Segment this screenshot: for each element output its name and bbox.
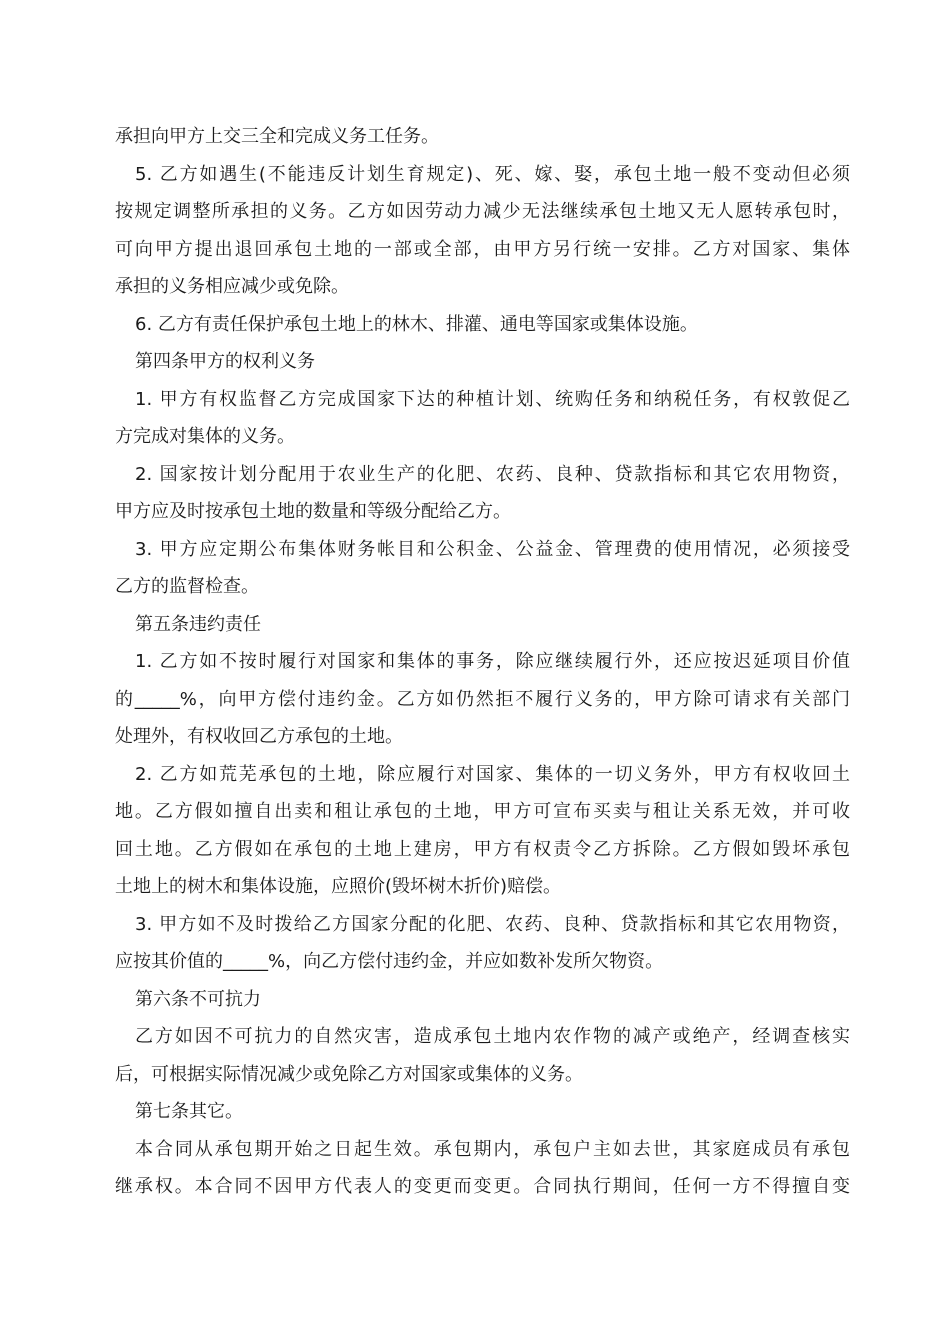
paragraph-line: 地。乙方假如擅自出卖和租让承包的土地，甲方可宣布买卖与租让关系无效，并可收 [115,801,850,822]
paragraph-line: 1. 甲方有权监督乙方完成国家下达的种植计划、统购任务和纳税任务，有权敦促乙 [135,388,850,410]
paragraph-line: 承担向甲方上交三全和完成义务工任务。 [115,126,439,147]
paragraph-line: 3. 甲方应定期公布集体财务帐目和公积金、公益金、管理费的使用情况，必须接受 [135,538,850,560]
paragraph-line: 2. 乙方如荒芜承包的土地，除应履行对国家、集体的一切义务外，甲方有权收回土 [135,763,850,785]
paragraph-line: 继承权。本合同不因甲方代表人的变更而变更。合同执行期间，任何一方不得擅自变 [115,1176,850,1197]
paragraph-line: 6. 乙方有责任保护承包土地上的林木、排灌、通电等国家或集体设施。 [135,313,698,335]
paragraph-line: 2. 国家按计划分配用于农业生产的化肥、农药、良种、贷款指标和其它农用物资， [135,463,850,485]
paragraph-line: 回土地。乙方假如在承包的土地上建房，甲方有权责令乙方拆除。乙方假如毁坏承包 [115,838,850,860]
paragraph-line: 土地上的树木和集体设施，应照价(毁坏树木折价)赔偿。 [115,876,562,897]
paragraph-line: 应按其价值的_____%，向乙方偿付违约金，并应如数补发所欠物资。 [115,951,664,972]
paragraph-line: 按规定调整所承担的义务。乙方如因劳动力减少无法继续承包土地又无人愿转承包时， [115,201,850,222]
section-heading: 第六条不可抗力 [135,988,261,1010]
paragraph-line: 的_____%，向甲方偿付违约金。乙方如仍然拒不履行义务的，甲方除可请求有关部门 [115,688,850,710]
paragraph-line: 5. 乙方如遇生(不能违反计划生育规定)、死、嫁、娶，承包土地一般不变动但必须 [135,163,850,185]
document-page [115,118,850,1206]
paragraph-line: 乙方的监督检查。 [115,576,259,597]
paragraph-line: 甲方应及时按承包土地的数量和等级分配给乙方。 [115,501,511,522]
paragraph-line: 处理外，有权收回乙方承包的土地。 [115,726,403,747]
section-heading: 第七条其它。 [135,1101,243,1122]
section-heading: 第五条违约责任 [135,613,261,635]
paragraph-line: 方完成对集体的义务。 [115,426,295,447]
paragraph-line: 3. 甲方如不及时拨给乙方国家分配的化肥、农药、良种、贷款指标和其它农用物资， [135,913,850,935]
paragraph-line: 1. 乙方如不按时履行对国家和集体的事务，除应继续履行外，还应按迟延项目价值 [135,651,850,672]
paragraph-line: 后，可根据实际情况减少或免除乙方对国家或集体的义务。 [115,1063,583,1085]
section-heading: 第四条甲方的权利义务 [135,351,315,372]
paragraph-line: 乙方如因不可抗力的自然灾害，造成承包土地内农作物的减产或绝产，经调查核实 [135,1026,850,1047]
paragraph-line: 本合同从承包期开始之日起生效。承包期内，承包户主如去世，其家庭成员有承包 [135,1138,850,1160]
paragraph-line: 可向甲方提出退回承包土地的一部或全部，由甲方另行统一安排。乙方对国家、集体 [115,238,850,260]
paragraph-line: 承担的义务相应减少或免除。 [115,276,349,297]
